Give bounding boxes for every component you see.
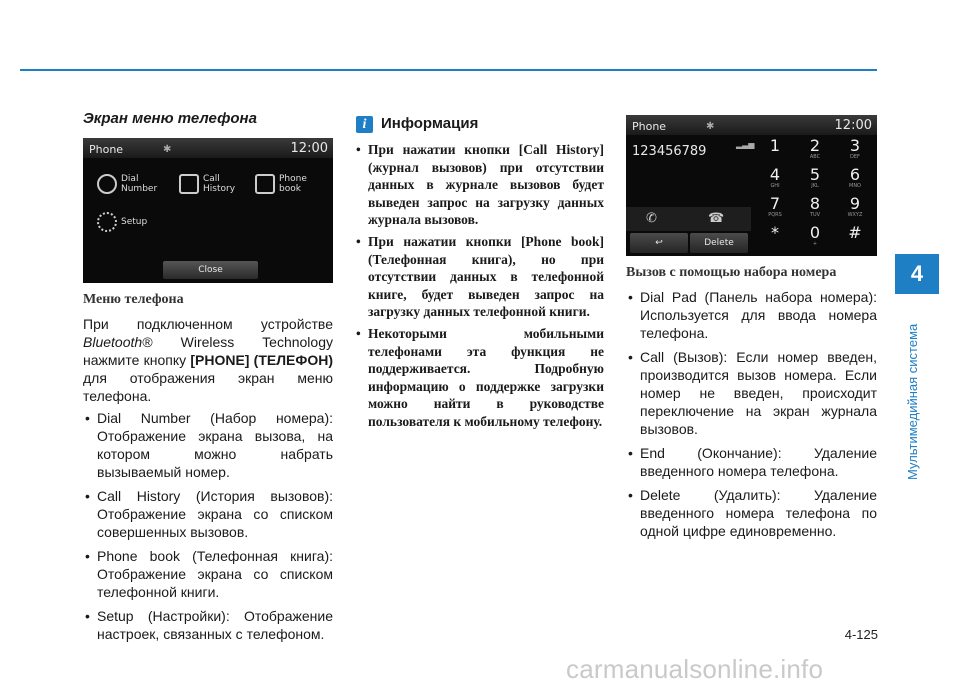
key-letters: GHI [770, 183, 780, 189]
intro-text-c: для отображения экран меню телефона. [83, 370, 333, 404]
top-rule [20, 69, 877, 71]
phone-book-icon [255, 174, 275, 194]
clock: 12:00 [290, 141, 328, 156]
column-dial-pad [626, 115, 877, 546]
keypad-key[interactable] [756, 166, 794, 192]
dial-label-1: Dial [121, 174, 139, 184]
keypad-key[interactable] [756, 195, 794, 221]
key-digit: 7 [769, 194, 781, 213]
intro-text-a: При подключенном устройстве [83, 316, 333, 332]
key-letters: DEF [850, 154, 860, 160]
dial-number-button[interactable] [97, 174, 157, 194]
info-icon: i [356, 116, 373, 133]
keypad-key[interactable] [796, 166, 834, 192]
call-icon[interactable]: ✆ [646, 211, 657, 226]
list-item: • Call (Вызов): Если номер введен, производится вызов номера. Если номер не введен, происходит переключение на экран журнала вызовов. [626, 348, 877, 438]
intro-paragraph [83, 315, 333, 405]
key-digit: 0 [809, 223, 821, 242]
book-label-2: book [279, 184, 301, 194]
key-digit: 2 [809, 136, 821, 155]
clock: 12:00 [834, 118, 872, 133]
status-bar [626, 115, 877, 135]
list-item: • При нажатии кнопки [Phone book] (Телефонная книга), но при отсутствии данных в телефонной книге, будет выведен запрос на загрузку данных телефонной книги. [356, 233, 604, 321]
column-information [356, 115, 604, 435]
figure-caption: Меню телефона [83, 292, 184, 307]
key-letters: PQRS [768, 212, 782, 218]
key-digit: * [771, 223, 779, 242]
list-item: • Call History (История вызовов): Отображение экрана со списком совершенных вызовов. [83, 487, 333, 541]
call-history-button[interactable] [179, 174, 235, 194]
close-button[interactable]: Close [163, 261, 258, 279]
call-history-icon [179, 174, 199, 194]
setup-label: Setup [121, 217, 148, 227]
key-digit: # [848, 223, 862, 242]
list-item: • Dial Number (Набор номера): Отображение экрана вызова, на котором можно набрать вызываемый номер. [83, 409, 333, 481]
phone-icon [97, 174, 117, 194]
list-item: • Delete (Удалить): Удаление введенного номера телефона по одной цифре единовременно. [626, 486, 877, 540]
history-label-1: Call [203, 174, 220, 184]
keypad-key[interactable] [796, 224, 834, 250]
dial-item-list [626, 288, 877, 540]
keypad-key[interactable] [756, 137, 794, 163]
column-phone-menu [83, 110, 333, 649]
back-icon: ↩ [655, 238, 663, 248]
keypad-key[interactable] [836, 195, 874, 221]
info-heading-text: Информация [381, 115, 479, 132]
key-digit: 5 [809, 165, 821, 184]
list-item: • Setup (Настройки): Отображение настроек, связанных с телефоном. [83, 607, 333, 643]
figure-caption: Вызов с помощью набора номера [626, 265, 837, 280]
phone-book-button[interactable] [255, 174, 307, 194]
back-button[interactable] [630, 233, 688, 253]
info-list [356, 141, 604, 431]
dial-pad-screenshot [626, 115, 877, 256]
key-digit: 8 [809, 194, 821, 213]
page-number: 4-125 [844, 627, 878, 642]
list-item: • Dial Pad (Панель набора номера): Используется для ввода номера телефона. [626, 288, 877, 342]
section-heading: Экран меню телефона [83, 110, 257, 127]
chapter-title: Мультимедийная система [905, 323, 920, 480]
list-item: • Некоторыми мобильными телефонами эта функция не поддерживается. Подробную информацию о поддержке загрузки можно найти в руководстве пользователя к мобильному телефону. [356, 325, 604, 431]
watermark: carmanualsonline.info [566, 654, 824, 684]
end-call-icon[interactable]: ☎ [708, 211, 725, 226]
bluetooth-icon: ✱ [163, 144, 172, 155]
history-label-2: History [203, 184, 236, 194]
key-letters: TUV [809, 212, 821, 218]
keypad-key[interactable] [796, 195, 834, 221]
bluetooth-icon: ✱ [706, 121, 715, 132]
info-heading [356, 115, 604, 133]
keypad-key[interactable] [796, 137, 834, 163]
delete-button[interactable]: Delete [690, 233, 748, 253]
keypad-key[interactable] [756, 224, 794, 250]
call-button-bar [626, 207, 751, 231]
key-digit: 9 [849, 194, 861, 213]
intro-text-b: Wireless Technology нажмите кнопку [83, 334, 333, 368]
phone-menu-screenshot [83, 138, 333, 283]
signal-icon: ▂▃▅ [736, 140, 755, 149]
dial-label-2: Number [121, 184, 158, 194]
keypad-key[interactable] [836, 166, 874, 192]
key-letters: WXYZ [847, 212, 863, 218]
key-letters: + [812, 241, 818, 247]
key-letters: MNO [849, 183, 861, 189]
status-bar [83, 138, 333, 158]
list-item: • Phone book (Телефонная книга): Отображение экрана со списком телефонной книги. [83, 547, 333, 601]
keypad-key[interactable] [836, 137, 874, 163]
list-item: • End (Окончание): Удаление введенного номера телефона. [626, 444, 877, 480]
key-digit: 3 [849, 136, 861, 155]
screen-title: Phone [632, 120, 667, 133]
intro-button-name: [PHONE] (ТЕЛЕФОН) [190, 352, 334, 368]
gear-icon [97, 212, 117, 232]
key-digit: 6 [849, 165, 861, 184]
intro-brand: Bluetooth® [83, 334, 153, 350]
menu-item-list [83, 409, 333, 643]
chapter-number: 4 [895, 254, 939, 294]
list-item: • При нажатии кнопки [Call History] (журнал вызовов) при отсутствии данных в журнале вызовов будет выведен запрос на загрузку данных журнала вызовов. [356, 141, 604, 229]
key-digit: 1 [769, 136, 781, 155]
key-digit: 4 [769, 165, 781, 184]
book-label-1: Phone [279, 174, 307, 184]
setup-button[interactable] [97, 212, 147, 232]
keypad-key[interactable] [836, 224, 874, 250]
screen-title: Phone [89, 143, 124, 156]
dialed-number: 123456789 [632, 144, 707, 159]
key-letters: JKL [811, 183, 819, 189]
key-letters: ABC [809, 154, 821, 160]
